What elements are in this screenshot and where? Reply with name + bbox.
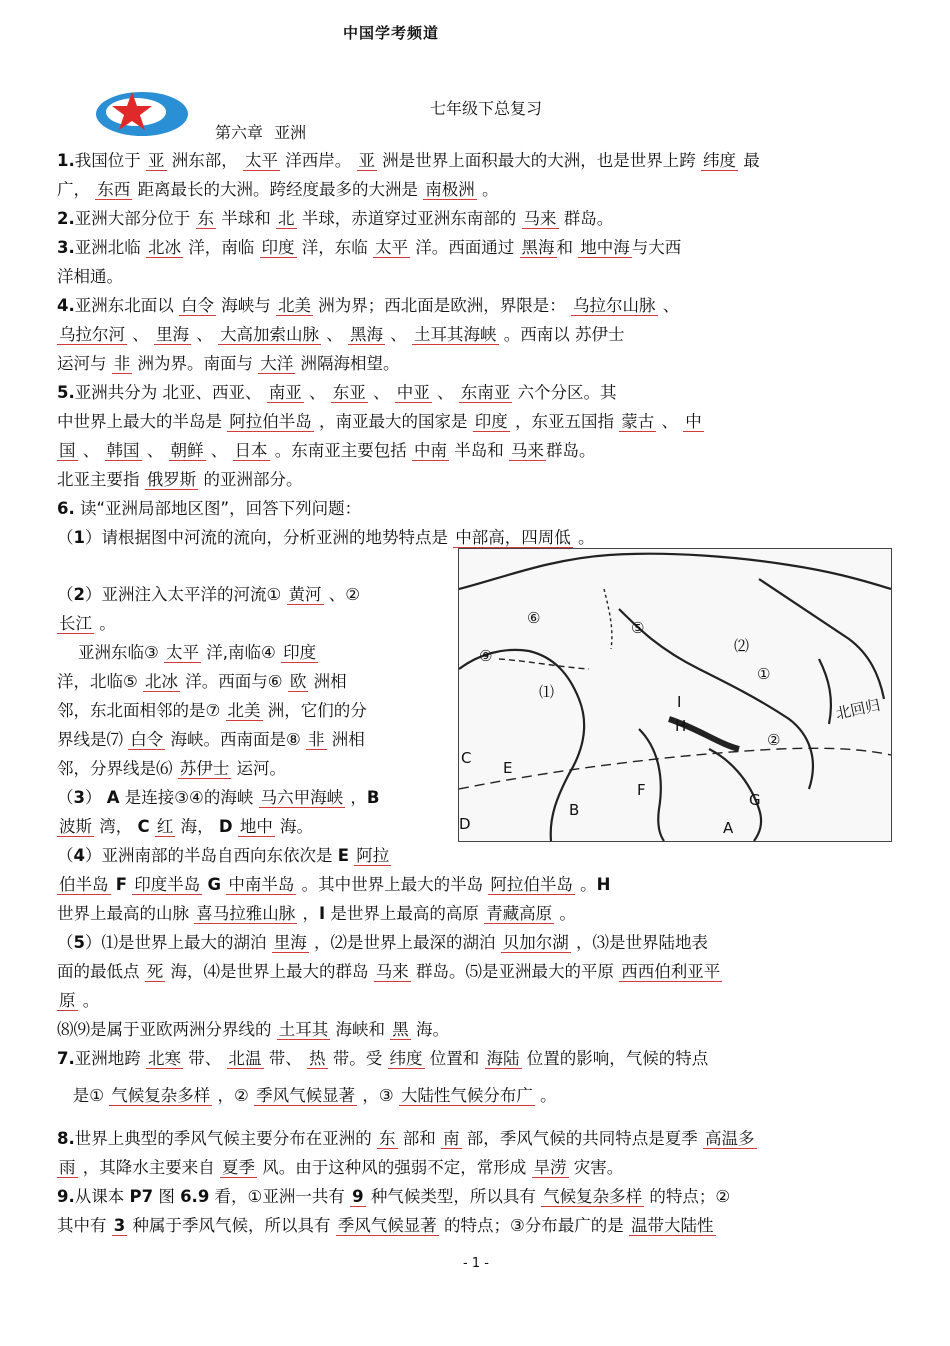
- question-text: 最: [738, 151, 760, 170]
- question-text: 广，: [57, 180, 96, 199]
- answer-blank: 死: [146, 962, 164, 981]
- question-text: 亚洲东北面以: [74, 296, 179, 315]
- text-line: [57, 932, 708, 954]
- text-line: [57, 1019, 449, 1041]
- question-text: 洲，它们的分: [262, 701, 367, 720]
- question-number: 4.: [57, 296, 75, 315]
- text-line: [57, 469, 303, 491]
- question-text: 海。: [274, 817, 314, 836]
- text-line: [57, 1157, 623, 1179]
- question-text: ）亚洲注入太平洋的河流①: [84, 585, 287, 604]
- answer-blank: 纬度: [389, 1049, 423, 1068]
- answer-blank: 夏季: [222, 1158, 255, 1177]
- question-text: 中世界上最大的半岛是: [57, 412, 228, 431]
- question-number: 8.: [57, 1129, 75, 1148]
- question-text: 海峡与: [216, 296, 276, 315]
- answer-blank: 乌拉尔河: [59, 325, 125, 344]
- question-text: 部，季风气候的共同特点是夏季: [461, 1129, 703, 1148]
- question-number: 9.: [57, 1187, 75, 1206]
- question-number: 3: [73, 788, 85, 807]
- answer-blank: 黑海: [350, 325, 383, 344]
- answer-blank: 青藏高原: [486, 904, 553, 923]
- question-text: 半球，赤道穿过亚洲东南部的: [296, 209, 522, 228]
- text-line: [57, 1186, 730, 1208]
- question-text: 的特点；②: [644, 1187, 731, 1206]
- question-text: 、: [205, 441, 233, 460]
- header-brand: 中国学考频道: [343, 24, 440, 42]
- question-text: 、: [656, 412, 684, 431]
- text-line: [57, 700, 367, 722]
- answer-blank: 季风气候显著: [256, 1086, 356, 1105]
- question-text: 亚洲地跨: [74, 1049, 146, 1068]
- question-number: C: [137, 817, 150, 836]
- answer-blank: 伯半岛: [59, 875, 109, 894]
- text-line: [57, 1085, 557, 1107]
- answer-blank: 阿拉伯半岛: [229, 412, 312, 431]
- answer-blank: 黑海: [521, 238, 555, 257]
- text-line: [57, 1215, 716, 1237]
- answer-blank: 气候复杂多样: [111, 1086, 211, 1105]
- question-number: 2.: [57, 209, 75, 228]
- question-text: 种气候类型，所以具有: [365, 1187, 542, 1206]
- question-text: ，东亚五国指: [509, 412, 620, 431]
- text-line: [57, 440, 596, 462]
- answer-blank: 地中: [239, 817, 273, 836]
- question-text: 半球和: [216, 209, 276, 228]
- answer-blank: 喜马拉雅山脉: [196, 904, 296, 923]
- text-line: [57, 382, 617, 404]
- answer-blank: 东: [197, 209, 214, 228]
- answer-blank: 印度: [261, 238, 295, 257]
- answer-blank: 韩国: [106, 441, 140, 460]
- text-line: [57, 498, 361, 520]
- question-text: 、: [77, 441, 105, 460]
- question-text: 。其中世界上最大的半岛: [296, 875, 489, 894]
- answer-blank: 中部高，四周低: [455, 528, 571, 547]
- question-number: 5.: [57, 383, 75, 402]
- question-text: 亚洲大部分位于: [74, 209, 196, 228]
- text-line: [57, 903, 576, 925]
- question-text: 风。由于这种风的强弱不定，常形成: [257, 1158, 532, 1177]
- question-text: ，南亚最大的国家是: [313, 412, 473, 431]
- answer-blank: 阿拉: [356, 846, 390, 865]
- question-text: （: [57, 933, 74, 952]
- question-text: 和: [556, 238, 579, 257]
- question-text: ，⑶是世界陆地表: [570, 933, 708, 952]
- question-text: 、: [321, 325, 348, 344]
- answer-blank: 非: [113, 354, 131, 373]
- asia-map-illustration: [459, 549, 891, 841]
- question-number: 7.: [57, 1049, 75, 1068]
- question-text: 洋，北临⑤: [57, 672, 144, 691]
- question-text: 世界上典型的季风气候主要分布在亚洲的: [74, 1129, 377, 1148]
- text-line: [57, 816, 313, 838]
- question-text: 是世界上最高的高原: [325, 904, 485, 923]
- answer-blank: 温带大陆性: [631, 1216, 714, 1235]
- question-text: 与大西: [631, 238, 682, 257]
- answer-blank: 朝鲜: [170, 441, 204, 460]
- answer-blank: 地中海: [580, 238, 630, 257]
- question-number: 1: [73, 528, 85, 547]
- question-text: 距离最长的大洲。跨经度最多的大洲是: [132, 180, 424, 199]
- question-text: 、: [191, 325, 218, 344]
- answer-blank: 印度: [283, 643, 317, 662]
- asia-map-figure: [458, 548, 892, 842]
- question-text: 位置的影响，气候的特点: [521, 1049, 709, 1068]
- text-line: [57, 671, 347, 693]
- question-text: 洋，东临: [296, 238, 373, 257]
- answer-blank: 黄河: [288, 585, 322, 604]
- question-text: 、: [141, 441, 169, 460]
- question-text: 群岛。: [546, 441, 596, 460]
- answer-blank: 印度: [474, 412, 508, 431]
- question-number: B: [366, 788, 380, 807]
- map-label-f: F: [637, 781, 646, 799]
- answer-blank: 印度半岛: [134, 875, 201, 894]
- map-label-9: ⑨: [479, 647, 493, 665]
- question-number: 5: [73, 933, 85, 952]
- answer-blank: 北冰: [148, 238, 181, 257]
- question-text: 半岛和: [449, 441, 509, 460]
- question-number: 6.9: [180, 1187, 210, 1206]
- answer-blank: 南极洲: [425, 180, 475, 199]
- answer-blank: 土耳其海峡: [414, 325, 497, 344]
- answer-blank: 白令: [130, 730, 164, 749]
- question-text: 我国位于: [74, 151, 146, 170]
- question-text: 、②: [323, 585, 361, 604]
- answer-blank: 里海: [156, 325, 189, 344]
- text-line: [57, 845, 391, 867]
- map-label-6: ⑥: [527, 609, 541, 627]
- map-label-a: A: [723, 819, 734, 837]
- text-line: [57, 1048, 708, 1070]
- map-label-1: ①: [757, 665, 771, 683]
- question-text: 。: [476, 180, 499, 199]
- question-text: 、: [431, 383, 459, 402]
- answer-blank: 东南亚: [460, 383, 511, 402]
- text-line: [57, 295, 679, 317]
- question-text: （: [57, 585, 74, 604]
- answer-blank: 纬度: [703, 151, 736, 170]
- question-text: 的特点；③分布最广的是: [438, 1216, 630, 1235]
- answer-blank: 阿拉伯半岛: [490, 875, 573, 894]
- answer-blank: 非: [308, 730, 325, 749]
- answer-blank: 3: [113, 1216, 126, 1235]
- question-number: H: [596, 875, 611, 894]
- answer-blank: 9: [352, 1187, 364, 1206]
- question-text: 部和: [397, 1129, 441, 1148]
- question-text: 洋。西面与⑥: [180, 672, 288, 691]
- text-line: [57, 642, 318, 664]
- answer-blank: 旱涝: [533, 1158, 567, 1177]
- answer-blank: 国: [59, 441, 76, 460]
- answer-blank: 日本: [234, 441, 268, 460]
- question-text: 洲为界；西北面是欧洲，界限是：: [313, 296, 571, 315]
- question-text: ）亚洲南部的半岛自西向东依次是: [84, 846, 338, 865]
- map-label-h: H: [675, 717, 687, 735]
- answer-blank: 波斯: [59, 817, 92, 836]
- text-line: [57, 150, 760, 172]
- question-text: 。: [554, 904, 576, 923]
- question-text: 运河。: [231, 759, 286, 778]
- answer-blank: 白令: [181, 296, 214, 315]
- question-text: ）请根据图中河流的流向，分析亚洲的地势特点是: [84, 528, 454, 547]
- question-text: 洲是世界上面积最大的大洲，也是世界上跨: [377, 151, 701, 170]
- answer-blank: 原: [59, 991, 76, 1010]
- question-text: 面的最低点: [57, 962, 145, 981]
- question-text: ，: [297, 904, 319, 923]
- text-line: [57, 353, 400, 375]
- question-text: 带。受: [327, 1049, 388, 1068]
- map-label-i: I: [677, 693, 682, 711]
- question-text: 读“亚洲局部地区图”，回答下列问题：: [74, 499, 362, 518]
- text-line: [57, 874, 610, 896]
- text-line: [57, 179, 499, 201]
- question-number: G: [207, 875, 222, 894]
- answer-blank: 北美: [227, 701, 261, 720]
- question-text: 是连接③④的海峡: [119, 788, 259, 807]
- question-text: 六个分区。其: [512, 383, 617, 402]
- text-line: [57, 324, 625, 346]
- map-label-g: G: [749, 791, 761, 809]
- question-text: 运河与: [57, 354, 112, 373]
- question-text: ，其降水主要来自: [77, 1158, 220, 1177]
- question-text: 海，: [175, 817, 219, 836]
- answer-blank: 北美: [278, 296, 311, 315]
- text-line: [57, 613, 116, 635]
- question-number: A: [106, 788, 120, 807]
- question-number: 3.: [57, 238, 75, 257]
- answer-blank: 欧: [289, 672, 307, 691]
- question-text: 带、: [263, 1049, 307, 1068]
- question-text: 。: [77, 991, 100, 1010]
- text-line: [57, 584, 360, 606]
- text-line: [57, 990, 99, 1012]
- question-text: 邻，东北面相邻的是⑦: [57, 701, 226, 720]
- answer-blank: 蒙古: [621, 412, 655, 431]
- text-line: [57, 1128, 757, 1150]
- question-text: （: [57, 528, 74, 547]
- answer-blank: 季风气候显著: [337, 1216, 437, 1235]
- answer-blank: 南: [443, 1129, 460, 1148]
- question-text: （: [57, 788, 74, 807]
- answer-blank: 东: [379, 1129, 396, 1148]
- question-text: 洲东部，: [166, 151, 243, 170]
- question-text: 海峡。西南面是⑧: [165, 730, 307, 749]
- answer-blank: 太平: [375, 238, 408, 257]
- answer-blank: 高温多: [705, 1129, 755, 1148]
- answer-blank: 马六甲海峡: [260, 788, 344, 807]
- question-text: 北亚主要指: [57, 470, 145, 489]
- question-text: （: [57, 846, 74, 865]
- question-number: 4: [73, 846, 85, 865]
- question-text: 的亚洲部分。: [198, 470, 303, 489]
- question-text: ，③: [357, 1086, 399, 1105]
- question-text: ）⑴是世界上最大的湖泊: [84, 933, 272, 952]
- answer-blank: 太平: [245, 151, 278, 170]
- map-label-b: B: [569, 801, 580, 819]
- text-line: [57, 208, 613, 230]
- text-line: [57, 266, 123, 288]
- question-text: 世界上最高的山脉: [57, 904, 195, 923]
- answer-blank: 东亚: [332, 383, 366, 402]
- answer-blank: 海陆: [486, 1049, 520, 1068]
- question-text: 、: [657, 296, 680, 315]
- map-label-e: E: [503, 759, 513, 777]
- question-text: 群岛。: [558, 209, 614, 228]
- question-text: 洲隔海相望。: [295, 354, 400, 373]
- question-number: I: [319, 904, 326, 923]
- question-text: 。: [534, 1086, 557, 1105]
- question-text: 。: [572, 528, 595, 547]
- question-text: 海峡和: [330, 1020, 391, 1039]
- question-text: 洋。西面通过: [410, 238, 520, 257]
- question-text: 种属于季风气候，所以具有: [127, 1216, 336, 1235]
- answer-blank: 北冰: [145, 672, 179, 691]
- answer-blank: 大陆性气候分布广: [400, 1086, 533, 1105]
- question-text: 灾害。: [568, 1158, 624, 1177]
- question-text: ⑻⑼是属于亚欧两洲分界线的: [57, 1020, 277, 1039]
- question-number: 1.: [57, 151, 75, 170]
- question-text: 洲相: [326, 730, 365, 749]
- answer-blank: 中南半岛: [228, 875, 295, 894]
- question-text: 。西南以 苏伊士: [498, 325, 625, 344]
- question-text: 洲为界。南面与: [132, 354, 259, 373]
- answer-blank: 亚: [358, 151, 375, 170]
- question-text: 位置和: [424, 1049, 485, 1068]
- document-title: 七年级下总复习: [430, 99, 543, 118]
- answer-blank: 南亚: [268, 383, 302, 402]
- text-line: [57, 758, 286, 780]
- question-text: 其中有: [57, 1216, 112, 1235]
- answer-blank: 乌拉尔山脉: [573, 296, 656, 315]
- answer-blank: 太平: [166, 643, 200, 662]
- map-label-d: D: [459, 815, 471, 833]
- question-text: 洋,南临④: [201, 643, 282, 662]
- answer-blank: 俄罗斯: [146, 470, 197, 489]
- answer-blank: 雨: [59, 1158, 76, 1177]
- map-label-c: C: [461, 749, 472, 767]
- question-text: ，: [345, 788, 367, 807]
- question-number: D: [218, 817, 233, 836]
- answer-blank: 红: [156, 817, 174, 836]
- question-text: 界线是⑺: [57, 730, 129, 749]
- question-text: 、: [303, 383, 331, 402]
- question-text: 海，⑷是世界上最大的群岛: [165, 962, 374, 981]
- answer-blank: 土耳其: [278, 1020, 329, 1039]
- answer-blank: 马来: [511, 441, 544, 460]
- text-line: [57, 237, 681, 259]
- question-text: 、: [367, 383, 395, 402]
- map-label-2-river: ⑵: [734, 637, 750, 655]
- text-line: [57, 787, 379, 809]
- answer-blank: 里海: [273, 933, 307, 952]
- map-label-2: ②: [767, 731, 781, 749]
- question-text: 海。: [410, 1020, 449, 1039]
- answer-blank: 北寒: [148, 1049, 181, 1068]
- answer-blank: 北温: [228, 1049, 262, 1068]
- question-text: 洋，南临: [183, 238, 260, 257]
- answer-blank: 东西: [97, 180, 131, 199]
- question-number: 2: [73, 585, 85, 604]
- text-line: [57, 411, 704, 433]
- question-number: 6.: [57, 499, 75, 518]
- question-text: 亚洲共分为 北亚、西亚、: [74, 383, 267, 402]
- question-text: 湾，: [94, 817, 138, 836]
- answer-blank: 苏伊士: [179, 759, 230, 778]
- question-text: 洲相: [308, 672, 347, 691]
- question-text: 亚洲东临③: [57, 643, 165, 662]
- answer-blank: 北: [278, 209, 295, 228]
- answer-blank: 大洋: [260, 354, 294, 373]
- question-number: P7: [129, 1187, 154, 1206]
- question-text: ，⑵是世界上最深的湖泊: [308, 933, 501, 952]
- question-text: 洋相通。: [57, 267, 123, 286]
- question-text: 。东南亚主要包括: [269, 441, 412, 460]
- answer-blank: 中亚: [396, 383, 430, 402]
- question-text: 带、: [183, 1049, 227, 1068]
- answer-blank: 西西伯利亚平: [621, 962, 721, 981]
- map-label-5: ⑤: [631, 619, 645, 637]
- map-label-1-river: ⑴: [539, 683, 555, 701]
- question-text: 、: [385, 325, 412, 344]
- answer-blank: 长江: [59, 614, 92, 633]
- answer-blank: 气候复杂多样: [543, 1187, 643, 1206]
- question-text: 图: [153, 1187, 181, 1206]
- question-text: 从课本: [74, 1187, 130, 1206]
- answer-blank: 热: [309, 1049, 326, 1068]
- text-line: [57, 729, 365, 751]
- question-number: E: [337, 846, 350, 865]
- question-text: 。: [574, 875, 597, 894]
- answer-blank: 马来: [523, 209, 557, 228]
- page-number: - 1 -: [463, 1256, 489, 1271]
- answer-blank: 黑: [392, 1020, 409, 1039]
- question-text: ）: [84, 788, 107, 807]
- answer-blank: 马来: [375, 962, 409, 981]
- logo-icon: [92, 84, 192, 140]
- question-text: 看，①亚洲一共有: [209, 1187, 351, 1206]
- question-text: 是①: [57, 1086, 110, 1105]
- map-label-tropic: 北回归: [834, 695, 882, 723]
- answer-blank: 中南: [414, 441, 447, 460]
- text-line: [57, 527, 594, 549]
- chapter-heading: 第六章 亚洲: [215, 123, 307, 142]
- question-text: 群岛。⑸是亚洲最大的平原: [410, 962, 620, 981]
- question-text: ，②: [212, 1086, 255, 1105]
- question-text: 洋西岸。: [280, 151, 357, 170]
- answer-blank: 亚: [148, 151, 165, 170]
- question-number: F: [115, 875, 128, 894]
- question-text: 亚洲北临: [74, 238, 146, 257]
- answer-blank: 大高加索山脉: [220, 325, 319, 344]
- question-text: 。: [94, 614, 116, 633]
- answer-blank: 贝加尔湖: [502, 933, 569, 952]
- question-text: 邻，分界线是⑹: [57, 759, 178, 778]
- answer-blank: 中: [685, 412, 702, 431]
- question-text: 、: [127, 325, 154, 344]
- text-line: [57, 961, 722, 983]
